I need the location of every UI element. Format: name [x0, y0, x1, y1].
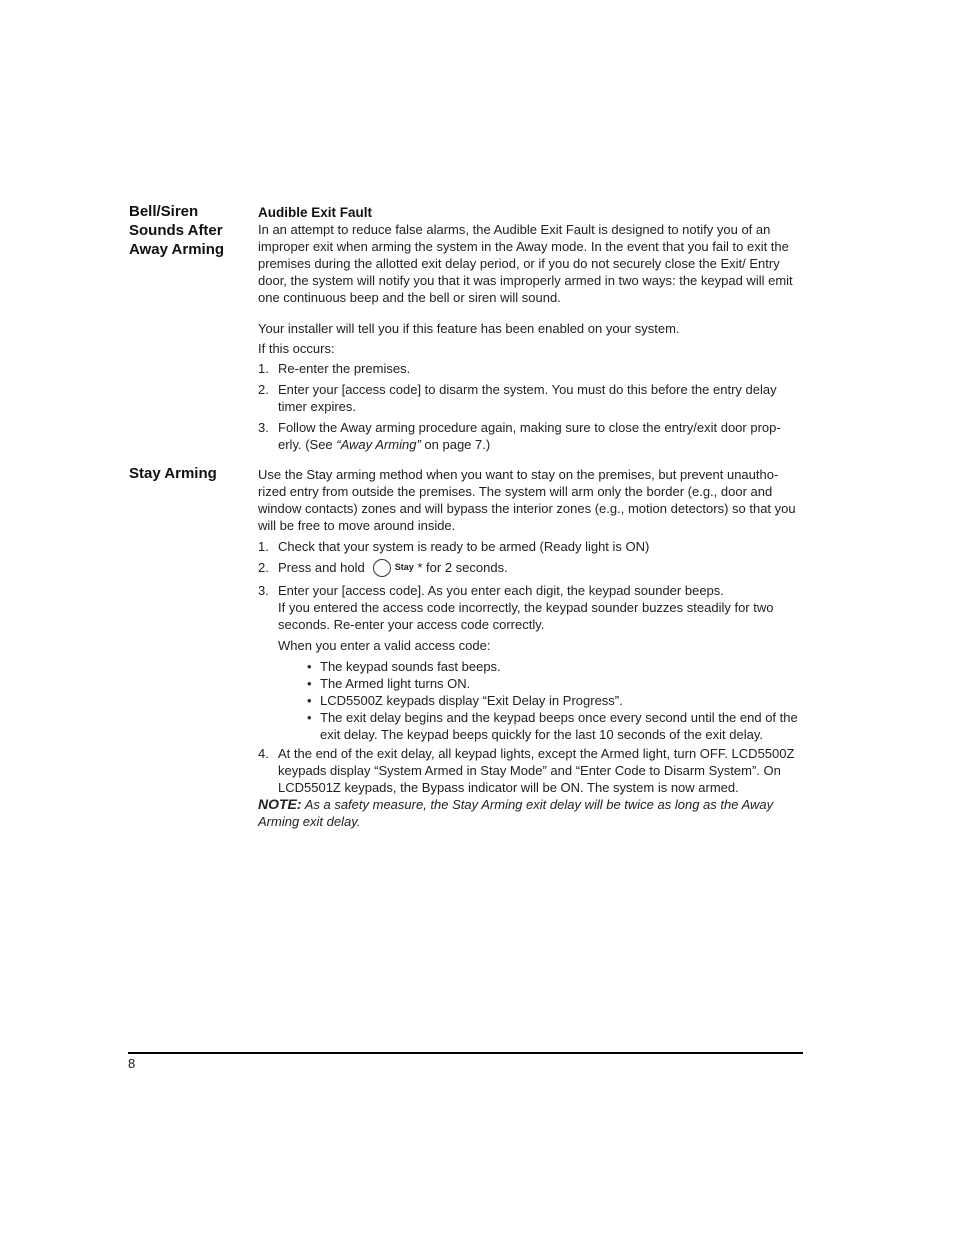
list-item [258, 419, 804, 453]
bullet-text: The Armed light turns ON. [320, 675, 471, 691]
safety-note [258, 796, 804, 830]
list-item [258, 360, 804, 377]
list-item [258, 538, 804, 555]
paragraph-audible-exit-fault: In an attempt to reduce false alarms, the Audible Exit Fault is designed to notify you of an improper exit when arming the system in the Away mode. In the event that you fail to exit the premises during the allotted exit delay period, or if you do not securely close the Exit/ Entry door, the system will notify you that it was improperly armed in two ways: the keypad will emit one continuous beep and the bell or siren will sound. [258, 222, 793, 305]
list-item [278, 709, 804, 743]
step-text: Re-enter the premises. [278, 361, 411, 376]
paragraph-installer: Your installer will tell you if this feature has been enabled on your system. [258, 321, 680, 336]
stay-key-label: Stay [394, 562, 414, 573]
cross-reference-away-arming: “Away Arming” [336, 437, 421, 452]
valid-code-bullets [278, 658, 804, 743]
section-stay-arming [258, 466, 804, 830]
paragraph-if-occurs: If this occurs: [258, 341, 335, 356]
step-number: 3. [258, 420, 269, 435]
bullet-text: The keypad sounds fast beeps. [320, 658, 501, 674]
step-text: Check that your system is ready to be armed (Ready light is ON) [278, 539, 650, 554]
list-item [278, 675, 804, 692]
note-label: NOTE: [258, 795, 302, 812]
step-text: Enter your [access code]. As you enter each digit, the keypad sounder beeps. [278, 582, 724, 598]
steps-list [258, 360, 804, 453]
step-text: Press and hold [278, 560, 365, 575]
list-item [258, 582, 804, 743]
bullet-icon: • [307, 709, 312, 725]
page-number: 8 [128, 1056, 136, 1071]
step-number: 2. [258, 382, 269, 397]
step-text-end: * for 2 seconds. [417, 560, 508, 575]
step-text: At the end of the exit delay, all keypad lights, except the Armed light, turn OFF. LCD5500Z keypads display “System Armed in Stay Mode” and “Enter Code to Disarm System”. On LCD5501Z keypads, the Bypass indicator will be ON. The system is now armed. [278, 745, 795, 795]
side-heading-stay-arming: Stay Arming [129, 465, 217, 482]
step-number: 4. [258, 745, 269, 761]
list-item [278, 692, 804, 709]
stay-key-icon [373, 559, 391, 577]
step-text-end: on page 7.) [420, 437, 491, 452]
step-number: 3. [258, 582, 269, 598]
side-heading-bell-siren: Bell/Siren Sounds After Away Arming [129, 203, 225, 258]
bullet-icon: • [307, 658, 312, 674]
section-bell-siren [258, 204, 804, 453]
step-number: 1. [258, 361, 269, 376]
footer-rule [128, 1052, 803, 1054]
list-item [258, 559, 804, 578]
bullet-icon: • [307, 692, 312, 708]
step-text-valid-code: When you enter a valid access code: [278, 637, 491, 653]
step-number: 2. [258, 560, 269, 575]
stay-steps-list [258, 538, 804, 796]
list-item [258, 381, 804, 415]
step-text: Follow the Away arming procedure again, making sure to close the entry/exit door prop-erly. (See [278, 420, 781, 452]
bullet-text: LCD5500Z keypads display “Exit Delay in Progress”. [320, 692, 623, 708]
list-item [278, 658, 804, 675]
bullet-icon: • [307, 675, 312, 691]
bullet-text: The exit delay begins and the keypad beeps once every second until the end of the exit delay. The keypad beeps quickly for the last 10 seconds of the exit delay. [320, 709, 798, 742]
step-text-incorrect-code: If you entered the access code incorrectly, the keypad sounder buzzes steadily for two seconds. Re-enter your access code correctly. [278, 599, 774, 632]
list-item [258, 745, 804, 796]
note-text: As a safety measure, the Stay Arming exit delay will be twice as long as the Away Arming exit delay. [258, 796, 774, 829]
paragraph-stay-intro: Use the Stay arming method when you want to stay on the premises, but prevent unautho-rized entry from outside the premises. The system will arm only the border (e.g., door and window contacts) zones and will bypass the interior zones (e.g., motion detectors) so that you will be free to move around inside. [258, 467, 796, 533]
step-text: Enter your [access code] to disarm the system. You must do this before the entry delay timer expires. [278, 382, 777, 414]
step-number: 1. [258, 539, 269, 554]
subheading-audible-exit-fault: Audible Exit Fault [258, 205, 373, 220]
